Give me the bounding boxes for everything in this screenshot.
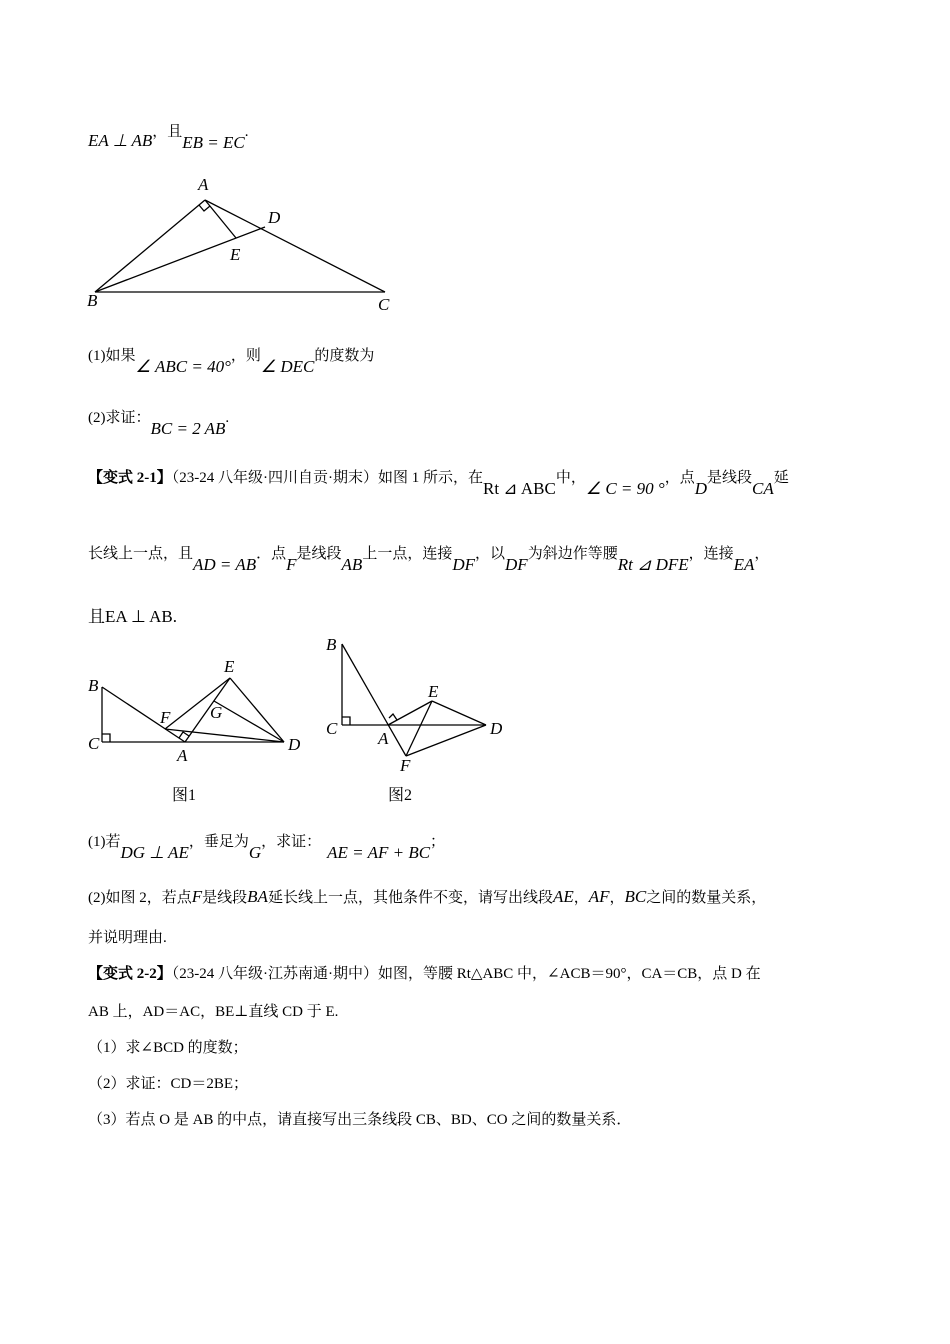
variant-2-1-question-2: (2)如图 2，若点F是线段BA延长线上一点，其他条件不变，请写出线段AE，AF，BC之间的数量关系， <box>88 887 767 906</box>
label-d: D <box>268 208 281 227</box>
figure-1 <box>80 650 310 810</box>
variant-2-1-question-1: (1)若DG ⊥ AE，垂足为G，求证：AE = AF + BC； <box>88 834 446 862</box>
fig2-label-b: B <box>326 635 337 654</box>
fig2-right-angle-c <box>342 717 350 725</box>
variant-2-2-question-1: （1）求∠BCD 的度数； <box>88 1040 248 1056</box>
label-b: B <box>87 291 98 310</box>
fig1-right-angle-a <box>179 732 189 738</box>
expr-eb-eq-ec: EB = EC <box>182 133 245 152</box>
question-1: (1)如果∠ ABC = 40°，则∠ DEC的度数为 <box>88 348 375 376</box>
label-a: A <box>198 175 209 194</box>
variant-2-1-line-2: 长线上一点，且AD = AB．点F是线段AB上一点，连接DF，以DF为斜边作等腰Rt ⊿ DFE，连接EA， <box>88 546 770 574</box>
fig2-label-e: E <box>428 682 439 701</box>
label-e: E <box>230 245 241 264</box>
line-ea-perp-ab: EA ⊥ AB，且EB = EC. <box>88 124 249 152</box>
fig2-right-angle-a <box>389 714 397 720</box>
variant-2-2-line-1: 【变式 2-2】（23-24 八年级·江苏南通·期中）如图，等腰 Rt△ABC 中，∠ACB＝90°，CA＝CB，点 D 在 <box>88 966 761 982</box>
fig1-right-angle-c <box>102 734 110 742</box>
expr-ea-perp-ab: EA ⊥ AB <box>88 131 153 150</box>
fig1-label-e: E <box>224 657 235 676</box>
fig1-label-f: F <box>160 708 171 727</box>
fig2-segment-ae <box>388 701 432 725</box>
fig1-label-c: C <box>88 734 100 753</box>
variant-2-2-line-2: AB 上，AD＝AC，BE⊥直线 CD 于 E. <box>88 1004 339 1020</box>
fig2-label-d: D <box>490 719 503 738</box>
fig1-segment-ae <box>185 678 230 742</box>
fig2-label-f: F <box>400 756 411 775</box>
fig1-label-d: D <box>288 735 301 754</box>
variant-2-1-line-1: 【变式 2-1】（23-24 八年级·四川自贡·期末）如图 1 所示，在Rt ⊿ ABC中，∠ C = 90 °，点D是线段CA延 <box>88 470 789 498</box>
variant-2-1-line-3: 且EA ⊥ AB. <box>88 607 177 626</box>
variant-2-1-tag: 【变式 2-1】 <box>88 470 172 486</box>
fig1-segment-ba <box>102 687 185 742</box>
fig1-label-g: G <box>210 703 223 722</box>
fig2-label-c: C <box>326 719 338 738</box>
main-triangle-figure <box>80 170 420 320</box>
fig1-caption: 图1 <box>172 787 197 804</box>
segment-ba <box>95 200 205 292</box>
variant-2-2-tag: 【变式 2-2】 <box>88 966 172 982</box>
fig2-caption: 图2 <box>388 787 413 804</box>
fig1-label-b: B <box>88 676 99 695</box>
fig1-label-a: A <box>177 746 188 765</box>
fig1-segment-ed <box>230 678 284 742</box>
right-angle-mark-a <box>199 205 210 211</box>
label-c: C <box>378 295 390 314</box>
question-2: (2)求证：BC = 2 AB. <box>88 410 230 438</box>
variant-2-1-question-2-line-2: 并说明理由. <box>88 930 167 946</box>
figure-2 <box>318 630 528 810</box>
variant-2-2-question-3: （3）若点 O 是 AB 的中点，请直接写出三条线段 CB、BD、CO 之间的数量关系． <box>88 1112 632 1128</box>
fig2-segment-bf <box>342 644 406 756</box>
variant-2-2-question-2: （2）求证：CD＝2BE； <box>88 1076 249 1092</box>
fig2-label-a: A <box>378 729 389 748</box>
fig2-segment-ed <box>432 701 486 725</box>
